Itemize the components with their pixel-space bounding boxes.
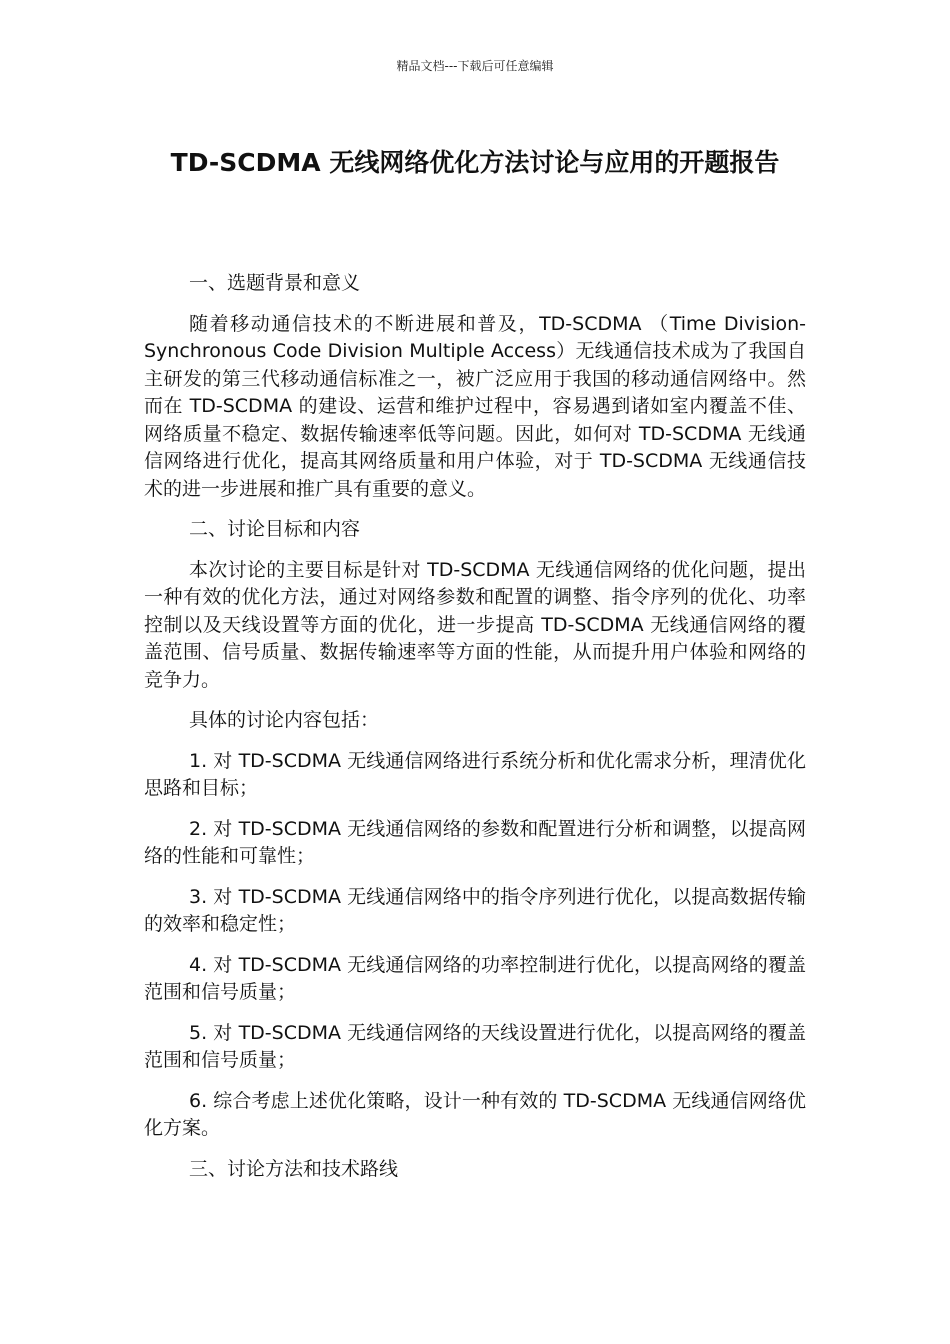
section-heading-background: 一、选题背景和意义 <box>189 272 361 294</box>
paragraph-goals: 本次讨论的主要目标是针对 TD-SCDMA 无线通信网络的优化问题，提出一种有效的优化方法，通过对网络参数和配置的调整、指令序列的优化、功率控制以及天线设置等方面的优化，进一步提高 TD-SCDMA 无线通信网络的覆盖范围、信号质量、数据传输速率等方面的性能，从而提升用户体验和网络的竞争力。 <box>144 558 806 691</box>
list-item: 6. 综合考虑上述优化策略，设计一种有效的 TD-SCDMA 无线通信网络优化方案。 <box>144 1089 806 1139</box>
document-title: TD-SCDMA 无线网络优化方法讨论与应用的开题报告 <box>170 148 780 177</box>
page-header-note: 精品文档---下载后可任意编辑 <box>396 59 554 73</box>
list-item: 5. 对 TD-SCDMA 无线通信网络的天线设置进行优化，以提高网络的覆盖范围和信号质量； <box>144 1021 806 1071</box>
list-intro: 具体的讨论内容包括： <box>189 709 380 731</box>
list-item: 4. 对 TD-SCDMA 无线通信网络的功率控制进行优化，以提高网络的覆盖范围和信号质量； <box>144 953 806 1003</box>
paragraph-background: 随着移动通信技术的不断进展和普及，TD-SCDMA （Time Division-Synchronous Code Division Multiple Access）无线通信技术成为了我国自主研发的第三代移动通信标准之一，被广泛应用于我国的移动通信网络中。然而在 TD-SCDMA 的建设、运营和维护过程中，容易遇到诸如室内覆盖不佳、网络质量不稳定、数据传输速率低等问题。因此，如何对 TD-SCDMA 无线通信网络进行优化，提高其网络质量和用户体验，对于 TD-SCDMA 无线通信技术的进一步进展和推广具有重要的意义。 <box>144 312 806 500</box>
list-item: 3. 对 TD-SCDMA 无线通信网络中的指令序列进行优化，以提高数据传输的效率和稳定性； <box>144 885 806 935</box>
section-heading-methods: 三、讨论方法和技术路线 <box>189 1157 399 1180</box>
document-body <box>144 270 806 1196</box>
section-heading-goals: 二、讨论目标和内容 <box>189 518 361 540</box>
list-item: 2. 对 TD-SCDMA 无线通信网络的参数和配置进行分析和调整，以提高网络的性能和可靠性； <box>144 817 806 867</box>
list-item: 1. 对 TD-SCDMA 无线通信网络进行系统分析和优化需求分析，理清优化思路和目标； <box>144 749 806 799</box>
